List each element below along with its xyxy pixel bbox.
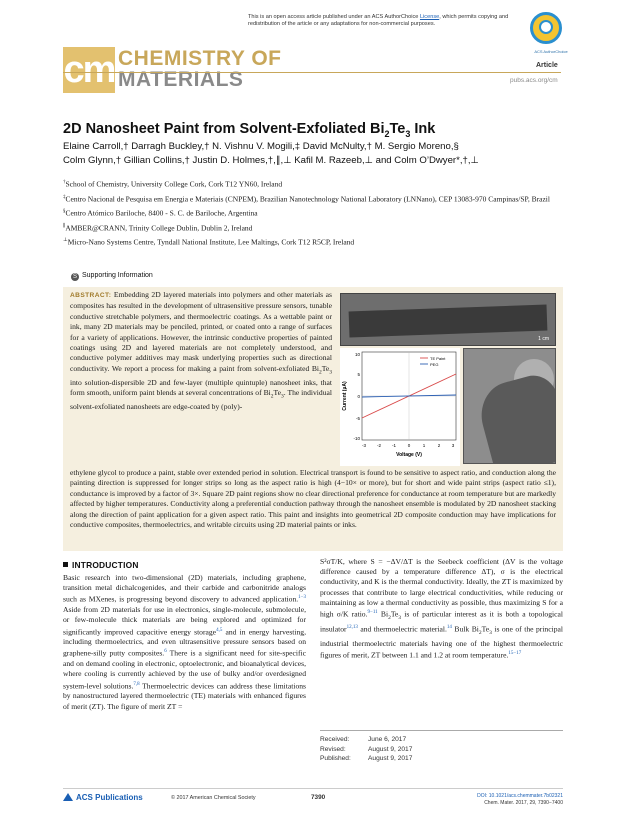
x-tick: 0 xyxy=(407,443,411,448)
date-label: Received: xyxy=(320,736,350,743)
tem-nanosheet xyxy=(474,370,556,464)
body-column-left xyxy=(63,573,306,712)
y-tick: 10 xyxy=(354,352,360,357)
copyright: © 2017 American Chemical Society xyxy=(171,795,256,801)
y-tick: -10 xyxy=(353,436,360,441)
body-text: Te xyxy=(481,624,490,634)
x-tick: 3 xyxy=(451,443,455,448)
title-part: Te xyxy=(389,121,406,137)
abstract-lead: ABSTRACT: xyxy=(70,292,112,299)
section-heading-text: INTRODUCTION xyxy=(72,560,139,570)
body-sub: 2 xyxy=(478,630,482,637)
body-text: Te xyxy=(390,609,399,619)
abstract-text: Embedding 2D layered materials into polymers and other materials as composites has resulted in the development of ultrasensitive pressure sensors, tunable conductive stretchable polymers, and thermoelectric coatings. As a wettable paint or ink, many 2D materials may be penciled, printed, or coated onto a range of surfaces for a variety of applications. However, the intrinsic conductive properties of painted coatings using 2D and layered materials are not completely understood, and conductive polymer additives may mask underlying properties such as directional conductivity. We report a process for making a paint from solvent-exfoliated Bi xyxy=(70,290,332,373)
article-title xyxy=(63,121,435,139)
reference-link[interactable]: 1−3 xyxy=(298,595,306,601)
affiliation-mark: § xyxy=(63,209,66,215)
x-tick: -1 xyxy=(391,443,397,448)
legend-label-2: PEG xyxy=(430,362,439,367)
open-access-text-2: , which permits copying and redistribution of the article or any adaptations for non-commercial purposes. xyxy=(248,14,509,27)
page-footer xyxy=(63,788,563,808)
journal-name-line1: CHEMISTRY OF xyxy=(118,47,282,70)
affiliation-mark: ∥ xyxy=(63,223,66,229)
body-text: is of particular interest as it is both a topological insulator xyxy=(320,609,563,634)
title-part: Ink xyxy=(410,121,436,137)
reference-link[interactable]: 9−11 xyxy=(367,610,378,616)
supporting-info-label: Supporting Information xyxy=(82,272,153,279)
body-text: Bi xyxy=(377,609,389,619)
body-column-right xyxy=(320,557,563,660)
body-sub: 3 xyxy=(398,615,402,622)
reference-link[interactable]: 7,8 xyxy=(133,681,140,687)
doi-link[interactable]: DOI: 10.1021/acs.chemmater.7b02321 xyxy=(477,793,563,799)
scale-label: 1 cm xyxy=(538,336,549,342)
affiliation-text: Micro-Nano Systems Centre, Tyndall National Institute, Lee Maltings, Cork T12 R5CP, Ireland xyxy=(67,237,355,247)
affiliation-mark: ‡ xyxy=(63,194,66,200)
supporting-info-icon: S xyxy=(72,274,77,280)
license-link[interactable]: License xyxy=(419,14,440,20)
date-value: August 9, 2017 xyxy=(368,745,413,753)
date-value: August 9, 2017 xyxy=(368,755,413,762)
affiliation-item xyxy=(63,236,563,248)
abstract-sub: 2 xyxy=(270,393,274,400)
x-tick: -3 xyxy=(361,443,367,448)
author-list xyxy=(63,140,563,168)
iv-plot-svg xyxy=(340,348,460,466)
title-sub: 3 xyxy=(405,128,411,139)
page-number: 7390 xyxy=(311,794,326,801)
affiliation-item xyxy=(63,193,563,205)
journal-logo-mark: cm xyxy=(63,49,115,91)
abstract-text-top xyxy=(70,290,332,413)
supporting-info-link[interactable] xyxy=(71,272,153,281)
open-access-note xyxy=(248,14,518,28)
abstract-text: into solution-dispersible 2D and few-layer (multiple quintuple) nanosheet inks, that form smooth, uniform paint blends at several concentrations of Bi xyxy=(70,377,332,398)
acs-choice-label: ACS AuthorChoice xyxy=(534,49,568,54)
body-sub: 2 xyxy=(388,615,391,622)
article-type: Article xyxy=(536,62,558,69)
reference-link[interactable]: 15−17 xyxy=(508,650,522,656)
body-text: There is a significant need for site-specific and on demand cooling in electronic, optoelectronic, and bioanalytical devices, where cooling is currently achieved by the use of bulky and/or overdesigned system-level solutions. xyxy=(63,649,306,691)
body-text: Basic research into two-dimensional (2D) materials, including graphene, transition metal dichalcogenides, and their carbide and carbonitride analogs such as MXenes, is progressing beyond discovery to advanced application. xyxy=(63,573,306,604)
date-label: Revised: xyxy=(320,745,346,753)
reference-link[interactable]: 6 xyxy=(164,649,167,655)
reference-link[interactable]: 14 xyxy=(446,625,452,631)
y-tick: 5 xyxy=(357,372,360,377)
y-tick: -5 xyxy=(355,416,360,421)
section-bullet-icon xyxy=(63,562,68,567)
affiliation-text: Centro Nacional de Pesquisa em Energia e Materiais (CNPEM), Brazilian Nanotechnology National Laboratory (LNNano), CEP 13083-970 Campinas/SP, Brazil xyxy=(65,194,550,204)
iv-plot xyxy=(340,348,460,466)
doi-block xyxy=(477,793,563,806)
affiliation-mark: ⊥ xyxy=(63,238,68,244)
citation: Chem. Mater. 2017, 29, 7390−7400 xyxy=(484,799,563,806)
toc-tem-image xyxy=(463,348,556,464)
date-label: Published: xyxy=(320,755,351,762)
body-text: Thermoelectric devices can address these limitations by nanostructured layered thermoelectric (TE) materials with enhanced figures of merit (ZT). The figure of merit ZT = xyxy=(63,681,306,711)
x-tick: -2 xyxy=(376,443,382,448)
reference-link[interactable]: 12,13 xyxy=(346,625,358,631)
article-dates xyxy=(320,730,563,764)
acs-logo-icon xyxy=(63,793,73,801)
y-tick: 0 xyxy=(357,394,360,399)
x-axis-label: Voltage (V) xyxy=(396,452,422,458)
date-value: June 6, 2017 xyxy=(368,736,407,743)
body-text: is one of the principal industrial thermoelectric materials having one of the highest thermoelectric figures of merit, ZT between 1.1 and 1.2 at room temperature. xyxy=(320,624,563,660)
journal-name-line2: MATERIALS xyxy=(118,68,244,91)
body-sub: 3 xyxy=(489,630,492,637)
acs-authorchoice-badge-icon[interactable] xyxy=(530,12,568,54)
abstract-text: Te xyxy=(273,388,281,398)
x-tick: 2 xyxy=(437,443,441,448)
body-text: and thermoelectric material. xyxy=(357,624,447,634)
date-row xyxy=(320,745,563,755)
legend-label-1: TE Paint xyxy=(430,356,446,361)
affiliation-mark: † xyxy=(63,180,66,185)
reference-link[interactable]: 4,5 xyxy=(216,627,223,633)
affiliations xyxy=(63,178,563,251)
acs-publications-logo[interactable] xyxy=(63,793,143,802)
affiliation-item xyxy=(63,207,563,219)
title-part: 2D Nanosheet Paint from Solvent-Exfoliated Bi xyxy=(63,121,385,137)
open-access-text: This is an open access article published under an ACS AuthorChoice xyxy=(248,14,420,20)
abstract-text: Te xyxy=(321,363,330,373)
authors-line-1[interactable]: Elaine Carroll,† Darragh Buckley,† N. Vishnu V. Mogili,‡ David McNulty,† M. Sergio Moreno,§ xyxy=(63,141,459,152)
journal-logo-text xyxy=(118,48,282,90)
y-axis-label: Current (µA) xyxy=(342,381,348,411)
header-divider xyxy=(63,72,561,78)
abstract-text-bottom: ethylene glycol to produce a paint, stable over extended period in solution. Electrical transport is found to be sensitive to aspect ratio, and conduction along the painting direction is suppressed for longer strips so long as the aspect ratio is high (4−10× or more), but for short and wide paint strips (aspect ratio ≤1), conductance is improved by a factor of 3×. Square 2D paint regions show no clear directional preference for conductance at room temperature but are markedly affected by higher temperatures. Conductivity along a preferential conduction pathway through the nanosheet ensemble is modulated by 2D nanosheet stacking along the direction of paint application for a given aspect ratio. This paint and insights into geometrical 2D composite conduction may have implications for conductive composites, thermoelectrics, and writable circuits using 2D material paints or inks. xyxy=(70,468,556,530)
affiliation-item xyxy=(63,178,563,190)
x-tick: 1 xyxy=(422,443,426,448)
abstract-sub: 2 xyxy=(319,369,322,376)
body-text: and in energy harvesting, including thermoelectrics, and even ultrasensitive pressure sensors based on graphene-silly putty composites. xyxy=(63,627,306,659)
date-row xyxy=(320,754,563,764)
authors-line-2[interactable]: Colm Glynn,† Gillian Collins,† Justin D. Holmes,†,∥,⊥ Kafil M. Razeeb,⊥ and Colm O’Dwyer*,†,⊥ xyxy=(63,155,479,166)
body-text: S²σT/K, where S = −ΔV/ΔT is the Seebeck coefficient (ΔV is the voltage difference caused by a temperature difference ΔT), σ is the electrical conductivity, and K is the thermal conductivity. Ideally, the ZT is maximized by processes that contribute to large electrical conductivities, while reducing or maintaining as low a thermal conductivity as possible, thus maximizing S for a high σ/K ratio. xyxy=(320,557,563,619)
date-row xyxy=(320,735,563,745)
abstract-text: . The individual solvent-exfoliated nanosheets are edge-coated by (poly)- xyxy=(70,388,332,412)
affiliation-item xyxy=(63,222,563,234)
title-sub: 2 xyxy=(384,128,390,139)
journal-url[interactable]: pubs.acs.org/cm xyxy=(510,77,558,84)
affiliation-text: Centro Atómico Bariloche, 8400 - S. C. de Bariloche, Argentina xyxy=(65,208,258,218)
publisher-name: ACS Publications xyxy=(76,793,143,802)
paint-strip xyxy=(349,305,548,338)
affiliation-text: School of Chemistry, University College Cork, Cork T12 YN60, Ireland xyxy=(65,179,283,189)
abstract-sub: 3 xyxy=(329,369,332,376)
toc-photo-paint-strip xyxy=(340,293,556,346)
body-text: Aside from 2D materials for use in electronics, single-molecule, submolecule, or few-molecule thick materials are being explored and optimized for significantly improved capacitive energy storage xyxy=(63,605,306,637)
affiliation-text: AMBER@CRANN, Trinity College Dublin, Dublin 2, Ireland xyxy=(65,223,253,233)
section-heading-introduction xyxy=(63,560,139,570)
body-text: Bulk Bi xyxy=(451,624,479,634)
abstract-sub: 3 xyxy=(280,393,284,400)
badge-inner-icon xyxy=(539,20,553,34)
